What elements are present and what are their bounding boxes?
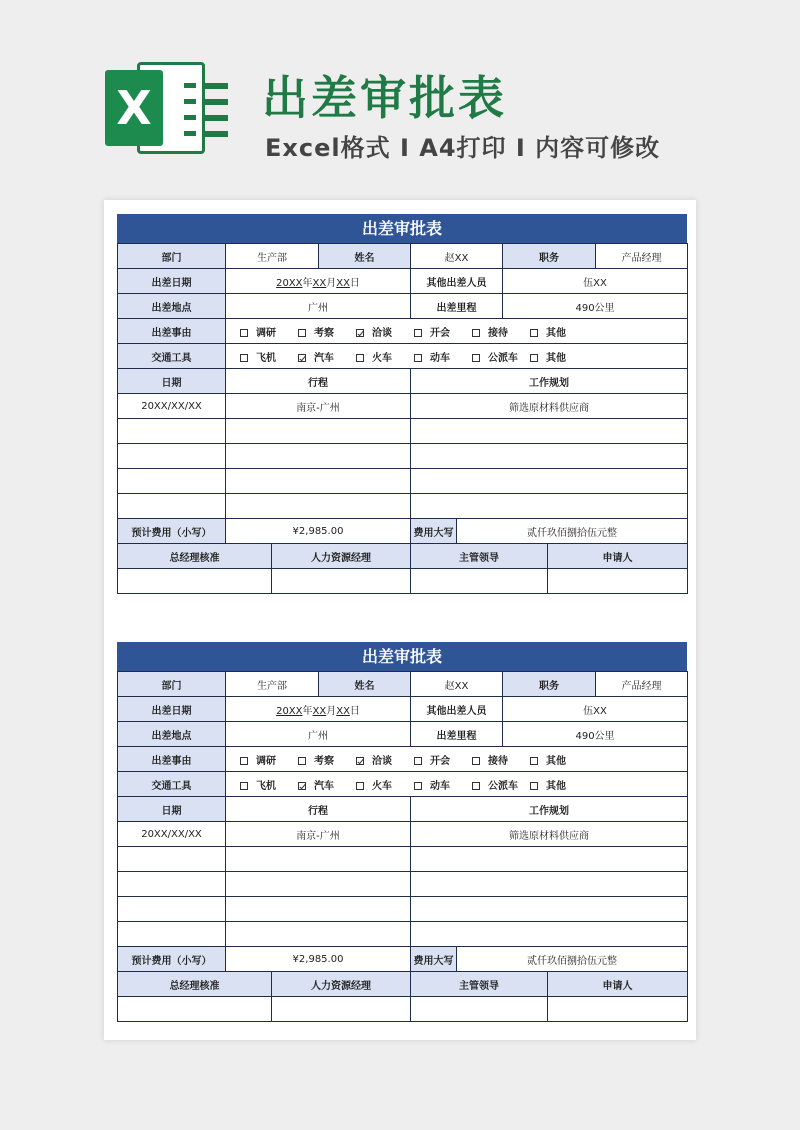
checkbox-checked-icon[interactable] <box>356 757 364 765</box>
trip-date-value[interactable]: 20XX年XX月XX日 <box>226 697 411 722</box>
row-plan[interactable] <box>411 847 688 872</box>
row-date[interactable] <box>118 469 226 494</box>
checkbox-icon[interactable] <box>240 782 248 790</box>
reasons-option[interactable] <box>530 752 588 767</box>
trip-reason-label: 出差事由 <box>118 747 226 772</box>
name-value[interactable]: 赵XX <box>411 672 503 697</box>
checkbox-icon[interactable] <box>414 329 422 337</box>
department-value[interactable]: 生产部 <box>226 244 319 269</box>
table-row <box>118 394 688 419</box>
mileage-value[interactable]: 490公里 <box>503 722 688 747</box>
row-date[interactable] <box>118 897 226 922</box>
cost-uppercase-value[interactable]: 贰仟玖佰捌拾伍元整 <box>457 947 688 972</box>
option-label: 动车 <box>430 780 450 792</box>
row-date[interactable] <box>118 444 226 469</box>
option-label: 飞机 <box>256 352 276 364</box>
gm-approval-label: 总经理核准 <box>118 972 272 997</box>
row-date-others <box>118 697 688 722</box>
row-route[interactable] <box>226 872 411 897</box>
hr-signature-field[interactable] <box>272 997 411 1022</box>
row-date[interactable]: 20XX/XX/XX <box>118 394 226 419</box>
row-transport <box>118 344 688 369</box>
checkbox-checked-icon[interactable] <box>298 782 306 790</box>
row-route[interactable] <box>226 897 411 922</box>
table-row <box>118 469 688 494</box>
supervisor-label: 主管领导 <box>411 972 548 997</box>
transports-option[interactable] <box>530 777 588 792</box>
option-label: 其他 <box>546 755 566 767</box>
trip-date-label: 出差日期 <box>118 697 226 722</box>
reasons-option[interactable] <box>298 324 356 339</box>
row-basic-info <box>118 244 688 269</box>
col-date-header: 日期 <box>118 797 226 822</box>
gm-signature-field[interactable] <box>118 569 272 594</box>
checkbox-icon[interactable] <box>298 329 306 337</box>
other-travelers-value[interactable]: 伍XX <box>503 697 688 722</box>
date-year: 20XX <box>276 277 303 289</box>
row-plan[interactable] <box>411 444 688 469</box>
checkbox-icon[interactable] <box>472 329 480 337</box>
gm-signature-field[interactable] <box>118 997 272 1022</box>
trip-reason-label: 出差事由 <box>118 319 226 344</box>
row-sign-fields <box>118 569 688 594</box>
date-month: XX <box>312 277 327 289</box>
col-route-header: 行程 <box>226 369 411 394</box>
cost-uppercase-label: 费用大写 <box>411 519 457 544</box>
reasons-option[interactable] <box>240 324 298 339</box>
row-itinerary-header <box>118 797 688 822</box>
row-cost <box>118 519 688 544</box>
estimated-cost-label: 预计费用（小写） <box>118 519 226 544</box>
transports-option[interactable] <box>356 777 414 792</box>
date-month: XX <box>312 705 327 717</box>
row-transport <box>118 772 688 797</box>
option-label: 接待 <box>488 327 508 339</box>
checkbox-icon[interactable] <box>472 782 480 790</box>
position-label: 职务 <box>503 672 596 697</box>
row-plan[interactable] <box>411 469 688 494</box>
table-row <box>118 922 688 947</box>
row-route[interactable] <box>226 419 411 444</box>
option-label: 公派车 <box>488 352 518 364</box>
hr-manager-label: 人力资源经理 <box>272 544 411 569</box>
date-day: XX <box>336 277 350 289</box>
estimated-cost-value[interactable]: ¥2,985.00 <box>226 519 411 544</box>
excel-logo-icon <box>105 62 205 154</box>
department-value[interactable]: 生产部 <box>226 672 319 697</box>
form-title: 出差审批表 <box>117 642 687 671</box>
option-label: 其他 <box>546 327 566 339</box>
row-plan[interactable] <box>411 922 688 947</box>
transports-option[interactable] <box>298 349 356 364</box>
row-sign-labels <box>118 544 688 569</box>
reasons-option[interactable] <box>356 752 414 767</box>
checkbox-icon[interactable] <box>356 782 364 790</box>
option-label: 动车 <box>430 352 450 364</box>
reasons-option[interactable] <box>414 324 472 339</box>
row-date[interactable] <box>118 494 226 519</box>
excel-logo-letter: X <box>116 81 152 135</box>
supervisor-signature-field[interactable] <box>411 569 548 594</box>
department-label: 部门 <box>118 672 226 697</box>
option-label: 开会 <box>430 327 450 339</box>
table-row <box>118 897 688 922</box>
position-label: 职务 <box>503 244 596 269</box>
transports-option[interactable] <box>414 349 472 364</box>
trip-date-value[interactable]: 20XX年XX月XX日 <box>226 269 411 294</box>
name-value[interactable]: 赵XX <box>411 244 503 269</box>
row-route[interactable]: 南京-广州 <box>226 822 411 847</box>
checkbox-checked-icon[interactable] <box>356 329 364 337</box>
row-place-mileage <box>118 294 688 319</box>
checkbox-icon[interactable] <box>472 354 480 362</box>
option-label: 火车 <box>372 352 392 364</box>
transports-option[interactable] <box>472 777 530 792</box>
position-value[interactable]: 产品经理 <box>596 672 688 697</box>
other-travelers-label: 其他出差人员 <box>411 269 503 294</box>
checkbox-icon[interactable] <box>298 757 306 765</box>
hr-manager-label: 人力资源经理 <box>272 972 411 997</box>
row-route[interactable] <box>226 444 411 469</box>
form-table <box>117 243 688 594</box>
estimated-cost-value[interactable]: ¥2,985.00 <box>226 947 411 972</box>
transports-option[interactable] <box>240 777 298 792</box>
transports-option[interactable] <box>240 349 298 364</box>
checkbox-icon[interactable] <box>414 354 422 362</box>
row-route[interactable] <box>226 922 411 947</box>
reasons-option[interactable] <box>472 324 530 339</box>
checkbox-checked-icon[interactable] <box>298 354 306 362</box>
checkbox-icon[interactable] <box>530 757 538 765</box>
name-label: 姓名 <box>319 672 411 697</box>
transports-option[interactable] <box>298 777 356 792</box>
mileage-label: 出差里程 <box>411 722 503 747</box>
mileage-value[interactable]: 490公里 <box>503 294 688 319</box>
option-label: 飞机 <box>256 780 276 792</box>
trip-reason-options <box>226 319 688 344</box>
position-value[interactable]: 产品经理 <box>596 244 688 269</box>
checkbox-icon[interactable] <box>530 354 538 362</box>
applicant-label: 申请人 <box>548 972 688 997</box>
checkbox-icon[interactable] <box>240 329 248 337</box>
reasons-option[interactable] <box>414 752 472 767</box>
date-day: XX <box>336 705 350 717</box>
row-date[interactable] <box>118 419 226 444</box>
transport-label: 交通工具 <box>118 344 226 369</box>
trip-place-label: 出差地点 <box>118 294 226 319</box>
row-cost <box>118 947 688 972</box>
checkbox-icon[interactable] <box>530 329 538 337</box>
row-reason <box>118 319 688 344</box>
option-label: 洽谈 <box>372 755 392 767</box>
table-row <box>118 444 688 469</box>
row-basic-info <box>118 672 688 697</box>
reasons-option[interactable] <box>530 324 588 339</box>
page-header <box>0 0 800 190</box>
table-row <box>118 872 688 897</box>
transports-option[interactable] <box>472 349 530 364</box>
checkbox-icon[interactable] <box>240 757 248 765</box>
department-label: 部门 <box>118 244 226 269</box>
checkbox-icon[interactable] <box>356 354 364 362</box>
other-travelers-value[interactable]: 伍XX <box>503 269 688 294</box>
transports-option[interactable] <box>356 349 414 364</box>
estimated-cost-label: 预计费用（小写） <box>118 947 226 972</box>
row-date[interactable] <box>118 847 226 872</box>
row-sign-fields <box>118 997 688 1022</box>
transports-option[interactable] <box>530 349 588 364</box>
row-plan[interactable] <box>411 494 688 519</box>
supervisor-label: 主管领导 <box>411 544 548 569</box>
option-label: 其他 <box>546 352 566 364</box>
reasons-option[interactable] <box>298 752 356 767</box>
applicant-signature-field[interactable] <box>548 569 688 594</box>
col-date-header: 日期 <box>118 369 226 394</box>
option-label: 考察 <box>314 327 334 339</box>
name-label: 姓名 <box>319 244 411 269</box>
option-label: 接待 <box>488 755 508 767</box>
col-route-header: 行程 <box>226 797 411 822</box>
row-route[interactable]: 南京-广州 <box>226 394 411 419</box>
row-reason <box>118 747 688 772</box>
transport-options <box>226 772 688 797</box>
row-itinerary-header <box>118 369 688 394</box>
reasons-option[interactable] <box>472 752 530 767</box>
reasons-option[interactable] <box>356 324 414 339</box>
cost-uppercase-label: 费用大写 <box>411 947 457 972</box>
table-row <box>118 822 688 847</box>
option-label: 考察 <box>314 755 334 767</box>
transport-label: 交通工具 <box>118 772 226 797</box>
approval-form-1 <box>117 214 687 594</box>
row-date[interactable] <box>118 922 226 947</box>
reasons-option[interactable] <box>240 752 298 767</box>
option-label: 调研 <box>256 327 276 339</box>
checkbox-icon[interactable] <box>472 757 480 765</box>
approval-form-2 <box>117 642 687 1022</box>
mileage-label: 出差里程 <box>411 294 503 319</box>
row-plan[interactable]: 筛选原材料供应商 <box>411 394 688 419</box>
trip-place-value[interactable]: 广州 <box>226 722 411 747</box>
trip-place-label: 出差地点 <box>118 722 226 747</box>
option-label: 洽谈 <box>372 327 392 339</box>
option-label: 公派车 <box>488 780 518 792</box>
row-plan[interactable] <box>411 897 688 922</box>
form-title: 出差审批表 <box>117 214 687 243</box>
trip-date-label: 出差日期 <box>118 269 226 294</box>
gm-approval-label: 总经理核准 <box>118 544 272 569</box>
checkbox-icon[interactable] <box>414 782 422 790</box>
row-date[interactable]: 20XX/XX/XX <box>118 822 226 847</box>
other-travelers-label: 其他出差人员 <box>411 697 503 722</box>
option-label: 汽车 <box>314 780 334 792</box>
checkbox-icon[interactable] <box>240 354 248 362</box>
hr-signature-field[interactable] <box>272 569 411 594</box>
option-label: 汽车 <box>314 352 334 364</box>
page-subtitle: Excel格式 I A4打印 I 内容可修改 <box>265 134 661 162</box>
transports-option[interactable] <box>414 777 472 792</box>
row-place-mileage <box>118 722 688 747</box>
applicant-label: 申请人 <box>548 544 688 569</box>
row-plan[interactable] <box>411 419 688 444</box>
option-label: 其他 <box>546 780 566 792</box>
table-row <box>118 494 688 519</box>
row-date[interactable] <box>118 872 226 897</box>
row-route[interactable] <box>226 847 411 872</box>
row-plan[interactable]: 筛选原材料供应商 <box>411 822 688 847</box>
date-year: 20XX <box>276 705 303 717</box>
trip-reason-options <box>226 747 688 772</box>
form-table <box>117 671 688 1022</box>
trip-place-value[interactable]: 广州 <box>226 294 411 319</box>
transport-options <box>226 344 688 369</box>
row-sign-labels <box>118 972 688 997</box>
table-row <box>118 847 688 872</box>
row-date-others <box>118 269 688 294</box>
table-row <box>118 419 688 444</box>
supervisor-signature-field[interactable] <box>411 997 548 1022</box>
col-plan-header: 工作规划 <box>411 369 688 394</box>
checkbox-icon[interactable] <box>414 757 422 765</box>
row-route[interactable] <box>226 469 411 494</box>
page-title: 出差审批表 <box>262 71 507 125</box>
row-route[interactable] <box>226 494 411 519</box>
checkbox-icon[interactable] <box>530 782 538 790</box>
row-plan[interactable] <box>411 872 688 897</box>
cost-uppercase-value[interactable]: 贰仟玖佰捌拾伍元整 <box>457 519 688 544</box>
option-label: 调研 <box>256 755 276 767</box>
option-label: 火车 <box>372 780 392 792</box>
option-label: 开会 <box>430 755 450 767</box>
col-plan-header: 工作规划 <box>411 797 688 822</box>
applicant-signature-field[interactable] <box>548 997 688 1022</box>
